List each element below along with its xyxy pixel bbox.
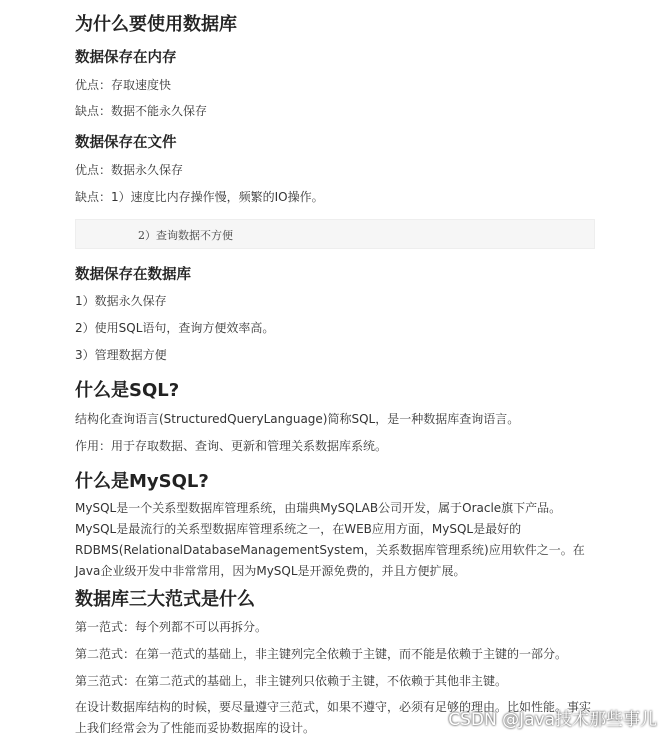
list-item: 1）数据永久保存 <box>75 294 167 308</box>
heading-sql: 什么是SQL? <box>75 380 180 401</box>
code-block <box>75 219 595 249</box>
memory-pro: 优点：存取速度快 <box>75 78 172 92</box>
sql-purpose: 作用：用于存取数据、查询、更新和管理关系数据库系统。 <box>75 439 388 453</box>
code-line: 2）查询数据不方便 <box>138 229 233 242</box>
heading-memory: 数据保存在内存 <box>75 50 177 66</box>
heading-why-database: 为什么要使用数据库 <box>75 14 237 35</box>
sql-definition: 结构化查询语言(StructuredQueryLanguage)简称SQL，是一种数据库查询语言。 <box>75 412 520 426</box>
file-con: 缺点：1）速度比内存操作慢，频繁的IO操作。 <box>75 190 324 204</box>
list-item: 3）管理数据方便 <box>75 348 167 362</box>
heading-database: 数据保存在数据库 <box>75 267 191 283</box>
heading-normal-forms: 数据库三大范式是什么 <box>75 589 255 610</box>
heading-file: 数据保存在文件 <box>75 135 177 151</box>
mysql-description: MySQL是一个关系型数据库管理系统，由瑞典MySQLAB公司开发，属于Oracle旗下产品。MySQL是最流行的关系型数据库管理系统之一，在WEB应用方面，MySQL是最好的RDBMS(RelationalDatabaseManagementSystem，关系数据库管理系统)应用软件之一。在Java企业级开发中非常常用，因为MySQL是开源免费的，并且方便扩展。 <box>75 501 585 578</box>
list-item: 2）使用SQL语句，查询方便效率高。 <box>75 321 275 335</box>
nf-first: 第一范式：每个列都不可以再拆分。 <box>75 620 268 634</box>
nf-note: 在设计数据库结构的时候，要尽量遵守三范式，如果不遵守，必须有足够的理由。比如性能。事实上我们经常会为了性能而妥协数据库的设计。 <box>75 700 592 735</box>
memory-con: 缺点：数据不能永久保存 <box>75 104 208 118</box>
nf-third: 第三范式：在第二范式的基础上，非主键列只依赖于主键，不依赖于其他非主键。 <box>75 674 508 688</box>
csdn-watermark: CSDN @Java技术那些事儿 <box>448 710 657 730</box>
heading-mysql: 什么是MySQL? <box>75 471 209 492</box>
file-pro: 优点：数据永久保存 <box>75 163 184 177</box>
nf-second: 第二范式：在第一范式的基础上，非主键列完全依赖于主键，而不能是依赖于主键的一部分。 <box>75 647 568 661</box>
